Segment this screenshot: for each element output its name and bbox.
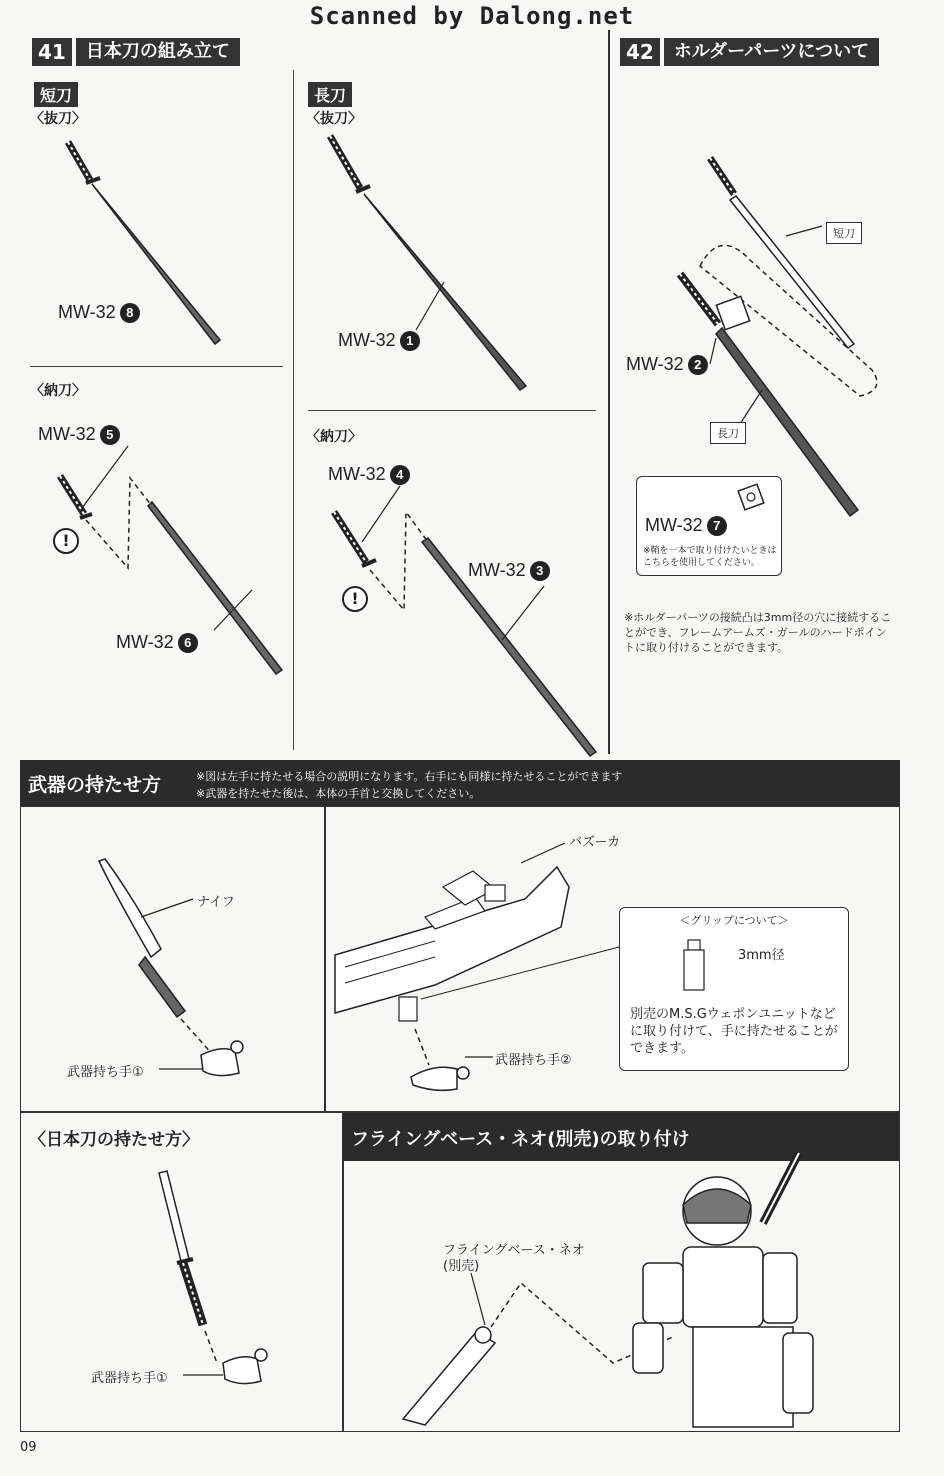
hand2-label: 武器持ち手②	[495, 1053, 572, 1068]
sheathed-label-short: 〈納刀〉	[30, 383, 86, 399]
holder-note: ※ホルダーパーツの接続凸は3mm径の穴に接続することができ、フレームアームズ・ガールのハードポイントに取り付けることができます。	[624, 611, 892, 654]
knife-panel	[20, 806, 326, 1112]
part-label-short-drawn: MW-32 8	[58, 302, 140, 323]
drawn-label-short: 〈抜刀〉	[30, 111, 86, 127]
step-number: 41	[32, 38, 72, 66]
weapons-title: 武器の持たせ方	[28, 774, 162, 796]
flying-base-label-1: フライングベース・ネオ	[443, 1243, 585, 1258]
long-sword-tag: 長刀	[308, 82, 352, 107]
part-label-short-sheath: MW-32 6	[116, 632, 198, 653]
grip-part-icon	[680, 936, 710, 996]
weapons-band	[20, 760, 900, 806]
part-label-long-hilt: MW-32 4	[328, 464, 410, 485]
part-label-short-hilt: MW-32 5	[38, 424, 120, 445]
long-sword-callout: 長刀	[710, 422, 746, 444]
flying-base-drawing	[343, 1113, 901, 1433]
alt-holder-part-icon	[737, 483, 767, 513]
warning-icon: !	[53, 528, 79, 554]
sheathed-label-long: 〈納刀〉	[306, 429, 362, 445]
flying-base-title: フライングベース・ネオ(別売)の取り付け	[351, 1129, 690, 1150]
knife-label: ナイフ	[197, 895, 235, 910]
katana-hold-panel	[20, 1112, 344, 1432]
flying-base-panel	[342, 1112, 900, 1432]
grip-note: 別売のM.S.Gウェポンユニットなどに取り付けて、手に持たせることができます。	[630, 1007, 838, 1056]
flying-base-label-2: (別売)	[443, 1259, 480, 1274]
katana-hold-title: 〈日本刀の持たせ方〉	[29, 1130, 199, 1150]
part-label-long-drawn: MW-32 1	[338, 330, 420, 351]
step42-header: 42 ホルダーパーツについて	[620, 38, 879, 66]
weapons-note-1: ※図は左手に持たせる場合の説明になります。右手にも同様に持たせることができます	[196, 770, 623, 783]
katana-hand-label: 武器持ち手①	[91, 1371, 168, 1386]
warning-icon: !	[342, 586, 368, 612]
part-label-long-sheath: MW-32 3	[468, 560, 550, 581]
bazooka-panel	[324, 806, 900, 1112]
katana-hold-drawing	[21, 1113, 345, 1433]
page-number: 09	[20, 1440, 37, 1455]
grip-title: ＜グリップについて＞	[679, 914, 789, 927]
short-sword-callout: 短刀	[826, 222, 862, 244]
grip-size-label: 3mm径	[738, 948, 785, 963]
scan-watermark: Scanned by Dalong.net	[309, 2, 635, 30]
step-title: 日本刀の組み立て	[76, 38, 240, 66]
short-sword-tag: 短刀	[34, 82, 78, 107]
weapons-note-2: ※武器を持たせた後は、本体の手首と交換してください。	[196, 787, 481, 800]
holder-drawing	[610, 30, 900, 530]
step42-panel	[610, 30, 900, 754]
hand1-label: 武器持ち手①	[67, 1065, 144, 1080]
step41-panel	[20, 30, 608, 754]
drawn-label-long: 〈抜刀〉	[306, 111, 362, 127]
part-label-alt: MW-32 7	[645, 515, 727, 536]
grip-info-box	[619, 907, 849, 1071]
alt-holder-note: ※鞘を一本で取り付けたいときはこちらを使用してください。	[643, 546, 777, 568]
bazooka-label: バズーカ	[569, 835, 621, 850]
part-number-badge: 8	[120, 303, 140, 323]
long-sheathed-drawing	[20, 30, 610, 754]
alt-holder-box	[636, 476, 782, 576]
part-label-holder: MW-32 2	[626, 354, 708, 375]
